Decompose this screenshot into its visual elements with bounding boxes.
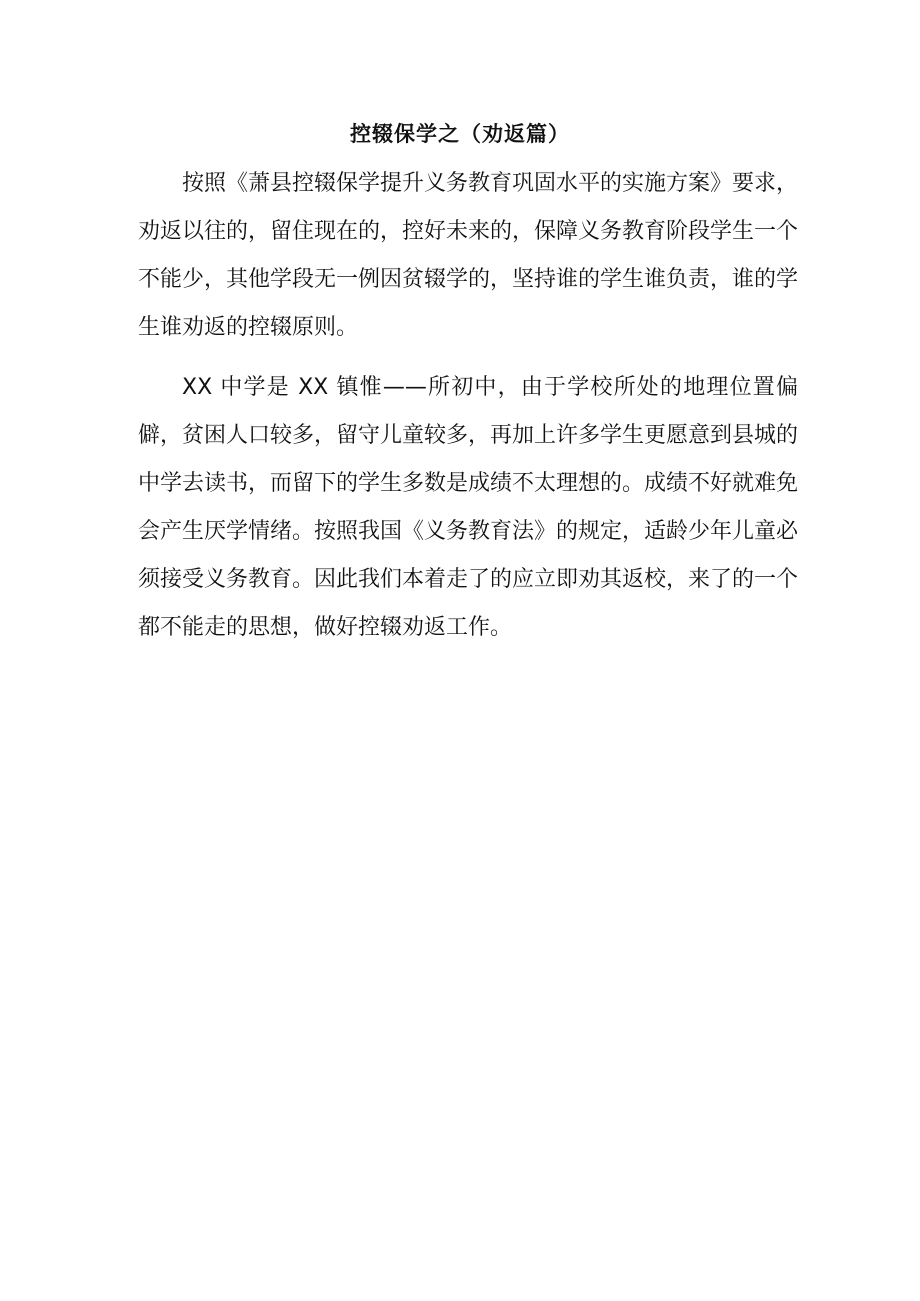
document-title: 控辍保学之（劝返篇） (350, 122, 570, 146)
document-body (138, 160, 798, 664)
paragraph-2: XX 中学是 XX 镇惟——所初中，由于学校所处的地理位置偏僻，贫困人口较多，留守儿童较多，再加上许多学生更愿意到县城的中学去读书，而留下的学生多数是成绩不太理想的。成绩不好就难免会产生厌学情绪。按照我国《义务教育法》的规定，适龄少年儿童必须接受义务教育。因此我们本着走了的应立即劝其返校，来了的一个都不能走的思想，做好控辍劝返工作。 (138, 375, 799, 640)
paragraph-1: 按照《萧县控辍保学提升义务教育巩固水平的实施方案》要求，劝返以往的，留住现在的，控好未来的，保障义务教育阶段学生一个不能少，其他学段无一例因贫辍学的，坚持谁的学生谁负责，谁的学生谁劝返的控辍原则。 (138, 171, 799, 340)
